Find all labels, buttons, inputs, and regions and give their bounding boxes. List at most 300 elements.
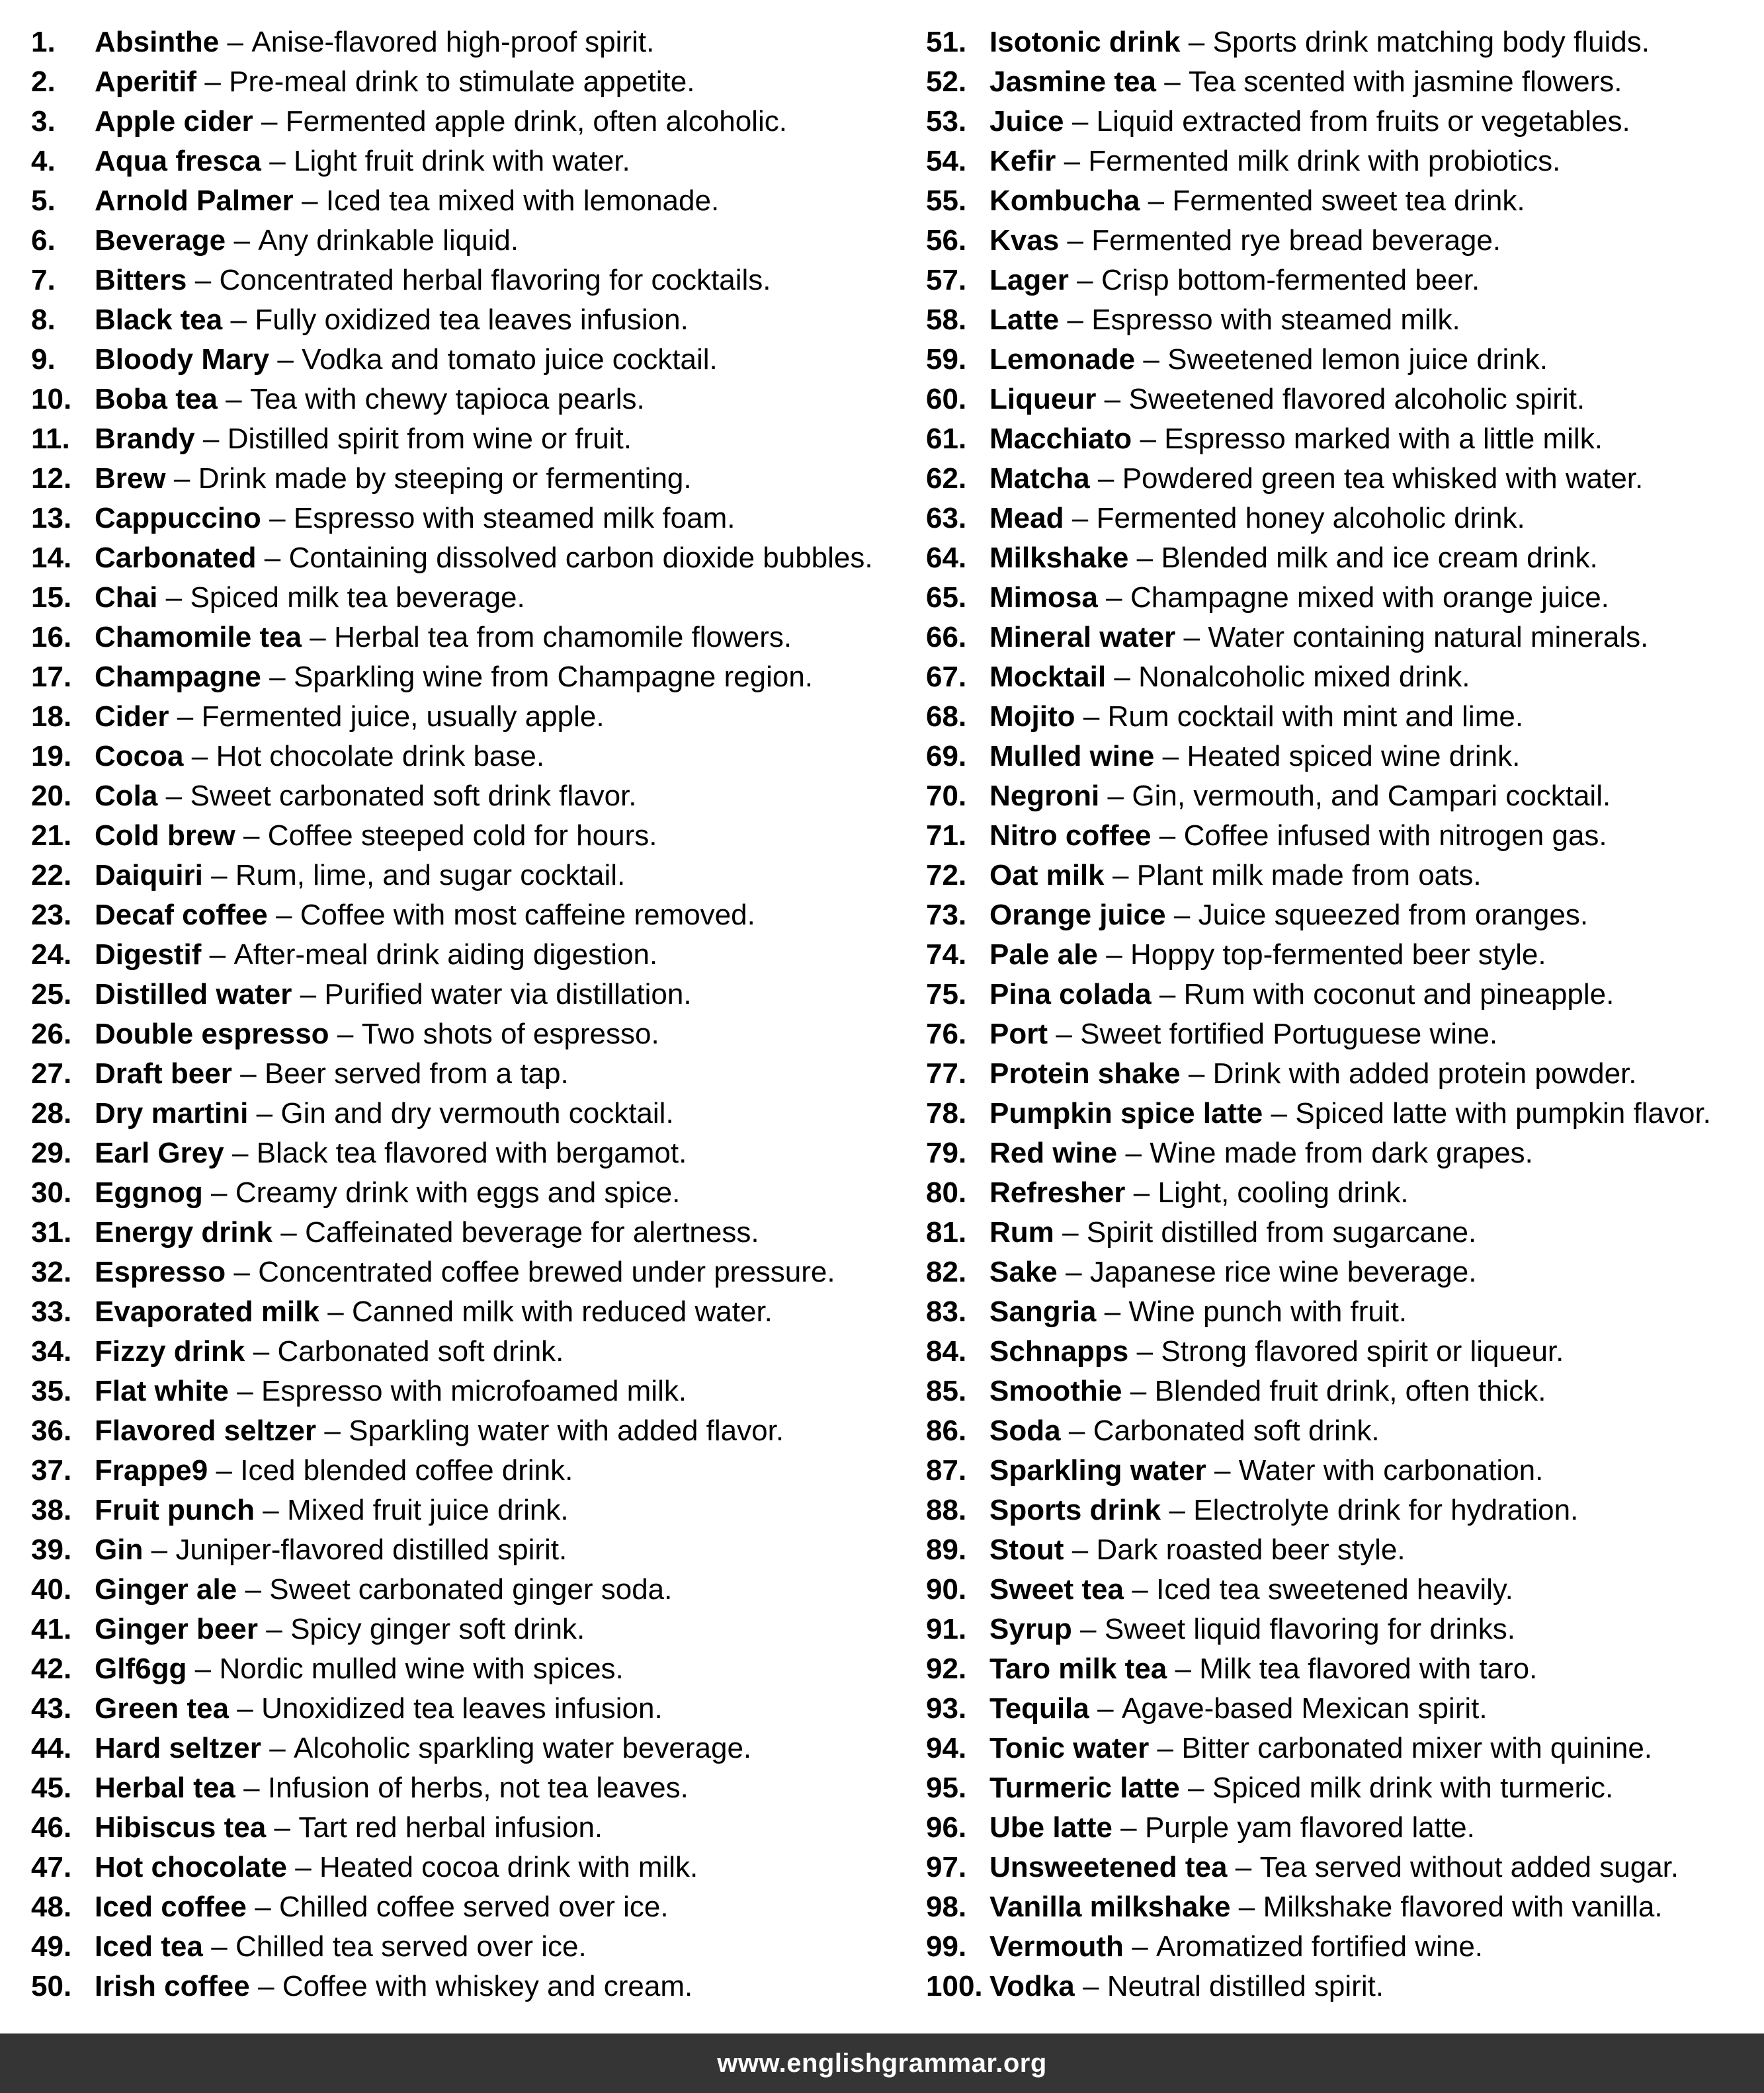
item-term: Lager <box>989 264 1069 296</box>
item-definition: Juniper-flavored distilled spirit. <box>175 1534 567 1566</box>
item-separator: – <box>1066 1256 1082 1288</box>
item-number: 45. <box>31 1772 72 1804</box>
item-number: 21. <box>31 819 72 852</box>
item-number: 72. <box>926 859 967 891</box>
list-item <box>926 62 1759 102</box>
item-separator: – <box>1271 1097 1288 1129</box>
item-term: Gin <box>95 1534 144 1566</box>
item-separator: – <box>230 304 247 336</box>
item-definition: Sweetened flavored alcoholic spirit. <box>1128 383 1585 415</box>
item-separator: – <box>256 1097 273 1129</box>
item-term: Cold brew <box>95 819 235 852</box>
item-separator: – <box>274 1811 291 1844</box>
list-item <box>31 1887 904 1927</box>
list-item <box>926 1649 1759 1689</box>
list-item <box>926 499 1759 538</box>
list-item <box>31 1808 904 1848</box>
list-item <box>31 816 904 856</box>
item-number: 93. <box>926 1692 967 1725</box>
item-term: Orange juice <box>989 899 1166 931</box>
list-item <box>926 816 1759 856</box>
item-term: Kombucha <box>989 185 1140 217</box>
list-item <box>926 459 1759 499</box>
item-number: 67. <box>926 661 967 693</box>
item-separator: – <box>1169 1494 1185 1526</box>
item-term: Smoothie <box>989 1375 1122 1407</box>
item-definition: Sweetened lemon juice drink. <box>1167 343 1548 376</box>
item-term: Unsweetened tea <box>989 1851 1228 1883</box>
item-definition: Sweet liquid flavoring for drinks. <box>1104 1613 1515 1645</box>
item-term: Decaf coffee <box>95 899 268 931</box>
item-number: 78. <box>926 1097 967 1129</box>
item-separator: – <box>1143 343 1159 376</box>
item-number: 28. <box>31 1097 72 1129</box>
item-separator: – <box>233 224 250 257</box>
item-separator: – <box>1188 1772 1204 1804</box>
item-definition: Milk tea flavored with taro. <box>1199 1653 1538 1685</box>
item-separator: – <box>165 780 183 812</box>
list-item <box>31 1411 904 1451</box>
item-separator: – <box>216 1454 232 1487</box>
list-item <box>31 618 904 657</box>
item-definition: Fermented sweet tea drink. <box>1172 185 1525 217</box>
list-item <box>926 380 1759 419</box>
item-definition: Fermented juice, usually apple. <box>201 700 605 733</box>
item-definition: After-meal drink aiding digestion. <box>233 938 658 971</box>
item-definition: Canned milk with reduced water. <box>352 1295 773 1328</box>
item-term: Black tea <box>95 304 223 336</box>
footer-bar <box>0 2033 1764 2093</box>
item-term: Iced coffee <box>95 1891 247 1923</box>
list-item <box>926 1372 1759 1411</box>
item-separator: – <box>253 1335 270 1368</box>
item-term: Fruit punch <box>95 1494 255 1526</box>
item-number: 2. <box>31 65 56 98</box>
item-number: 85. <box>926 1375 967 1407</box>
item-definition: Juice squeezed from oranges. <box>1198 899 1589 931</box>
item-separator: – <box>302 185 318 217</box>
item-separator: – <box>191 740 208 772</box>
item-term: Brew <box>95 462 166 495</box>
item-separator: – <box>324 1415 341 1447</box>
item-separator: – <box>261 105 278 138</box>
item-separator: – <box>209 938 226 971</box>
item-number: 76. <box>926 1018 967 1050</box>
list-item <box>926 181 1759 221</box>
list-item <box>31 1729 904 1768</box>
item-term: Green tea <box>95 1692 229 1725</box>
item-separator: – <box>269 1732 286 1764</box>
item-number: 17. <box>31 661 72 693</box>
item-term: Mulled wine <box>989 740 1155 772</box>
item-term: Fizzy drink <box>95 1335 245 1368</box>
item-definition: Tea with chewy tapioca pearls. <box>249 383 645 415</box>
item-separator: – <box>1214 1454 1231 1487</box>
item-separator: – <box>1104 1295 1121 1328</box>
item-term: Boba tea <box>95 383 218 415</box>
item-number: 81. <box>926 1216 967 1249</box>
list-item <box>31 221 904 261</box>
item-term: Daiquiri <box>95 859 203 891</box>
item-separator: – <box>327 1295 344 1328</box>
list-item <box>31 1530 904 1570</box>
item-definition: Coffee with whiskey and cream. <box>282 1970 693 2002</box>
item-term: Aperitif <box>95 65 196 98</box>
item-definition: Purified water via distillation. <box>324 978 692 1010</box>
item-definition: Bitter carbonated mixer with quinine. <box>1181 1732 1653 1764</box>
item-definition: Herbal tea from chamomile flowers. <box>334 621 792 653</box>
item-term: Pina colada <box>989 978 1152 1010</box>
list-item <box>926 856 1759 895</box>
list-item <box>926 1491 1759 1530</box>
item-number: 43. <box>31 1692 72 1725</box>
item-term: Lemonade <box>989 343 1136 376</box>
item-separator: – <box>277 343 294 376</box>
item-separator: – <box>1071 1534 1089 1566</box>
item-term: Earl Grey <box>95 1137 224 1169</box>
list-item <box>926 1173 1759 1213</box>
item-number: 59. <box>926 343 967 376</box>
list-item <box>31 340 904 380</box>
item-definition: Concentrated coffee brewed under pressure. <box>258 1256 835 1288</box>
item-number: 71. <box>926 819 967 852</box>
item-term: Pale ale <box>989 938 1098 971</box>
list-item <box>926 618 1759 657</box>
list-item <box>926 102 1759 142</box>
list-item <box>926 300 1759 340</box>
item-number: 42. <box>31 1653 72 1685</box>
item-number: 19. <box>31 740 72 772</box>
footer-website-link[interactable]: www.englishgrammar.org <box>717 2048 1047 2078</box>
list-item <box>926 975 1759 1014</box>
list-item <box>926 538 1759 578</box>
list-item <box>926 1610 1759 1649</box>
item-definition: Milkshake flavored with vanilla. <box>1263 1891 1663 1923</box>
item-number: 8. <box>31 304 56 336</box>
item-separator: – <box>211 1930 228 1963</box>
list-item <box>31 1014 904 1054</box>
item-separator: – <box>1107 780 1124 812</box>
item-definition: Agave-based Mexican spirit. <box>1121 1692 1488 1725</box>
item-separator: – <box>1136 1335 1154 1368</box>
item-term: Oat milk <box>989 859 1105 891</box>
item-separator: – <box>1159 819 1176 852</box>
list-item <box>31 1054 904 1094</box>
list-item <box>926 261 1759 300</box>
list-item <box>31 697 904 737</box>
item-term: Mocktail <box>989 661 1107 693</box>
item-separator: – <box>300 978 317 1010</box>
item-number: 24. <box>31 938 72 971</box>
item-separator: – <box>1136 542 1154 574</box>
item-term: Sangria <box>989 1295 1097 1328</box>
item-number: 29. <box>31 1137 72 1169</box>
item-definition: Heated spiced wine drink. <box>1187 740 1521 772</box>
item-term: Tonic water <box>989 1732 1150 1764</box>
item-term: Irish coffee <box>95 1970 250 2002</box>
list-item <box>31 181 904 221</box>
list-item <box>31 895 904 935</box>
item-term: Brandy <box>95 423 195 455</box>
item-number: 50. <box>31 1970 72 2002</box>
item-definition: Concentrated herbal flavoring for cocktails. <box>219 264 771 296</box>
item-term: Port <box>989 1018 1048 1050</box>
item-separator: – <box>1130 1375 1147 1407</box>
item-separator: – <box>1188 1057 1205 1090</box>
item-number: 96. <box>926 1811 967 1844</box>
item-number: 55. <box>926 185 967 217</box>
item-term: Aqua fresca <box>95 145 261 177</box>
item-definition: Carbonated soft drink. <box>1093 1415 1380 1447</box>
item-separator: – <box>1159 978 1176 1010</box>
list-item <box>31 1372 904 1411</box>
item-definition: Mixed fruit juice drink. <box>287 1494 569 1526</box>
item-definition: Spirit distilled from sugarcane. <box>1086 1216 1477 1249</box>
item-number: 64. <box>926 542 967 574</box>
item-number: 49. <box>31 1930 72 1963</box>
item-number: 92. <box>926 1653 967 1685</box>
item-definition: Anise-flavored high-proof spirit. <box>251 26 655 58</box>
item-separator: – <box>245 1573 261 1606</box>
item-number: 11. <box>31 423 70 455</box>
item-number: 53. <box>926 105 967 138</box>
item-number: 57. <box>926 264 967 296</box>
item-number: 52. <box>926 65 967 98</box>
item-definition: Spiced latte with pumpkin flavor. <box>1295 1097 1711 1129</box>
list-item <box>926 1530 1759 1570</box>
item-definition: Gin and dry vermouth cocktail. <box>280 1097 674 1129</box>
item-number: 73. <box>926 899 967 931</box>
list-item <box>31 1570 904 1610</box>
item-number: 13. <box>31 502 72 534</box>
item-separator: – <box>1148 185 1165 217</box>
item-term: Syrup <box>989 1613 1072 1645</box>
list-item <box>31 499 904 538</box>
item-number: 16. <box>31 621 72 653</box>
list-item <box>31 1213 904 1252</box>
list-item <box>926 776 1759 816</box>
item-term: Macchiato <box>989 423 1132 455</box>
item-separator: – <box>226 383 242 415</box>
item-number: 68. <box>926 700 967 733</box>
list-item <box>926 1014 1759 1054</box>
item-term: Beverage <box>95 224 226 257</box>
item-definition: Tea served without added sugar. <box>1259 1851 1679 1883</box>
item-number: 61. <box>926 423 967 455</box>
list-item <box>926 1768 1759 1808</box>
item-term: Rum <box>989 1216 1054 1249</box>
item-definition: Tea scented with jasmine flowers. <box>1189 65 1622 98</box>
item-term: Protein shake <box>989 1057 1181 1090</box>
list-item <box>926 22 1759 62</box>
item-definition: Nonalcoholic mixed drink. <box>1138 661 1470 693</box>
item-number: 36. <box>31 1415 72 1447</box>
list-item <box>926 1689 1759 1729</box>
item-definition: Spiced milk tea beverage. <box>190 581 525 614</box>
item-definition: Spiced milk drink with turmeric. <box>1212 1772 1614 1804</box>
item-number: 41. <box>31 1613 72 1645</box>
item-definition: Iced tea sweetened heavily. <box>1156 1573 1513 1606</box>
item-term: Glf6gg <box>95 1653 187 1685</box>
item-separator: – <box>173 462 190 495</box>
item-separator: – <box>1097 462 1114 495</box>
item-number: 10. <box>31 383 72 415</box>
item-number: 86. <box>926 1415 967 1447</box>
item-number: 46. <box>31 1811 72 1844</box>
list-column-left <box>31 22 904 2006</box>
item-separator: – <box>1125 1137 1142 1169</box>
item-term: Cider <box>95 700 169 733</box>
item-separator: – <box>151 1534 168 1566</box>
item-term: Turmeric latte <box>989 1772 1180 1804</box>
item-separator: – <box>211 1176 228 1209</box>
item-separator: – <box>263 1494 279 1526</box>
item-number: 54. <box>926 145 967 177</box>
list-item <box>926 1054 1759 1094</box>
list-item <box>31 261 904 300</box>
item-number: 51. <box>926 26 967 58</box>
item-number: 48. <box>31 1891 72 1923</box>
item-number: 3. <box>31 105 56 138</box>
item-definition: Dark roasted beer style. <box>1096 1534 1406 1566</box>
item-separator: – <box>1071 105 1089 138</box>
list-item <box>926 697 1759 737</box>
item-number: 6. <box>31 224 56 257</box>
item-separator: – <box>266 1613 282 1645</box>
item-separator: – <box>1238 1891 1255 1923</box>
item-definition: Any drinkable liquid. <box>258 224 519 257</box>
item-definition: Rum, lime, and sugar cocktail. <box>235 859 626 891</box>
item-term: Evaporated milk <box>95 1295 319 1328</box>
list-item <box>31 1173 904 1213</box>
item-number: 40. <box>31 1573 72 1606</box>
item-separator: – <box>233 1256 250 1288</box>
item-definition: Electrolyte drink for hydration. <box>1193 1494 1579 1526</box>
item-term: Taro milk tea <box>989 1653 1167 1685</box>
item-definition: Distilled spirit from wine or fruit. <box>227 423 632 455</box>
item-definition: Sparkling water with added flavor. <box>349 1415 784 1447</box>
item-separator: – <box>258 1970 274 2002</box>
item-number: 65. <box>926 581 967 614</box>
item-separator: – <box>1083 700 1100 733</box>
item-definition: Vodka and tomato juice cocktail. <box>302 343 718 376</box>
list-item <box>31 538 904 578</box>
item-separator: – <box>1083 1970 1099 2002</box>
item-number: 32. <box>31 1256 72 1288</box>
item-term: Milkshake <box>989 542 1129 574</box>
item-number: 60. <box>926 383 967 415</box>
list-item <box>926 1252 1759 1292</box>
list-item <box>926 737 1759 776</box>
item-definition: Neutral distilled spirit. <box>1107 1970 1384 2002</box>
item-number: 4. <box>31 145 56 177</box>
item-separator: – <box>204 65 221 98</box>
list-item <box>31 1252 904 1292</box>
item-definition: Creamy drink with eggs and spice. <box>235 1176 681 1209</box>
list-item <box>31 62 904 102</box>
item-definition: Unoxidized tea leaves infusion. <box>261 1692 663 1725</box>
item-term: Pumpkin spice latte <box>989 1097 1263 1129</box>
list-item <box>31 142 904 181</box>
item-definition: Sparkling wine from Champagne region. <box>293 661 814 693</box>
item-number: 31. <box>31 1216 72 1249</box>
item-term: Hard seltzer <box>95 1732 261 1764</box>
list-item <box>926 1133 1759 1173</box>
item-separator: – <box>275 899 292 931</box>
list-item <box>926 1094 1759 1133</box>
list-item <box>926 657 1759 697</box>
item-number: 80. <box>926 1176 967 1209</box>
item-separator: – <box>1157 1732 1174 1764</box>
item-definition: Infusion of herbs, not tea leaves. <box>267 1772 689 1804</box>
item-term: Chai <box>95 581 158 614</box>
item-definition: Powdered green tea whisked with water. <box>1122 462 1644 495</box>
item-number: 38. <box>31 1494 72 1526</box>
item-definition: Espresso with steamed milk. <box>1091 304 1460 336</box>
item-separator: – <box>264 542 281 574</box>
item-term: Absinthe <box>95 26 220 58</box>
item-separator: – <box>1173 899 1191 931</box>
item-separator: – <box>1175 1653 1191 1685</box>
item-separator: – <box>243 1772 260 1804</box>
item-term: Tequila <box>989 1692 1089 1725</box>
item-separator: – <box>1067 224 1083 257</box>
item-definition: Liquid extracted from fruits or vegetables. <box>1096 105 1630 138</box>
item-separator: – <box>1133 1176 1150 1209</box>
item-separator: – <box>280 1216 297 1249</box>
item-number: 44. <box>31 1732 72 1764</box>
list-item <box>926 221 1759 261</box>
item-separator: – <box>1183 621 1200 653</box>
list-item <box>31 1768 904 1808</box>
item-definition: Beer served from a tap. <box>264 1057 569 1090</box>
item-definition: Tart red herbal infusion. <box>298 1811 603 1844</box>
item-definition: Nordic mulled wine with spices. <box>219 1653 624 1685</box>
item-definition: Blended milk and ice cream drink. <box>1161 542 1598 574</box>
item-term: Distilled water <box>95 978 292 1010</box>
item-definition: Carbonated soft drink. <box>277 1335 564 1368</box>
item-separator: – <box>1140 423 1156 455</box>
item-definition: Coffee with most caffeine removed. <box>300 899 755 931</box>
item-separator: – <box>232 1137 249 1169</box>
item-term: Mimosa <box>989 581 1098 614</box>
list-item <box>31 657 904 697</box>
item-separator: – <box>194 1653 212 1685</box>
item-term: Champagne <box>95 661 261 693</box>
item-definition: Chilled tea served over ice. <box>235 1930 587 1963</box>
item-term: Cola <box>95 780 158 812</box>
item-separator: – <box>1164 65 1181 98</box>
item-definition: Drink made by steeping or fermenting. <box>198 462 692 495</box>
item-number: 75. <box>926 978 967 1010</box>
item-number: 15. <box>31 581 72 614</box>
item-number: 27. <box>31 1057 72 1090</box>
item-definition: Japanese rice wine beverage. <box>1089 1256 1477 1288</box>
item-term: Dry martini <box>95 1097 249 1129</box>
item-definition: Sweet carbonated soft drink flavor. <box>190 780 637 812</box>
item-definition: Fermented rye bread beverage. <box>1091 224 1501 257</box>
list-item <box>31 1848 904 1887</box>
list-item <box>31 856 904 895</box>
list-item <box>926 1411 1759 1451</box>
item-term: Nitro coffee <box>989 819 1152 852</box>
item-number: 99. <box>926 1930 967 1963</box>
item-definition: Water with carbonation. <box>1238 1454 1544 1487</box>
list-item <box>926 935 1759 975</box>
item-term: Juice <box>989 105 1064 138</box>
item-number: 35. <box>31 1375 72 1407</box>
list-item <box>31 1491 904 1530</box>
